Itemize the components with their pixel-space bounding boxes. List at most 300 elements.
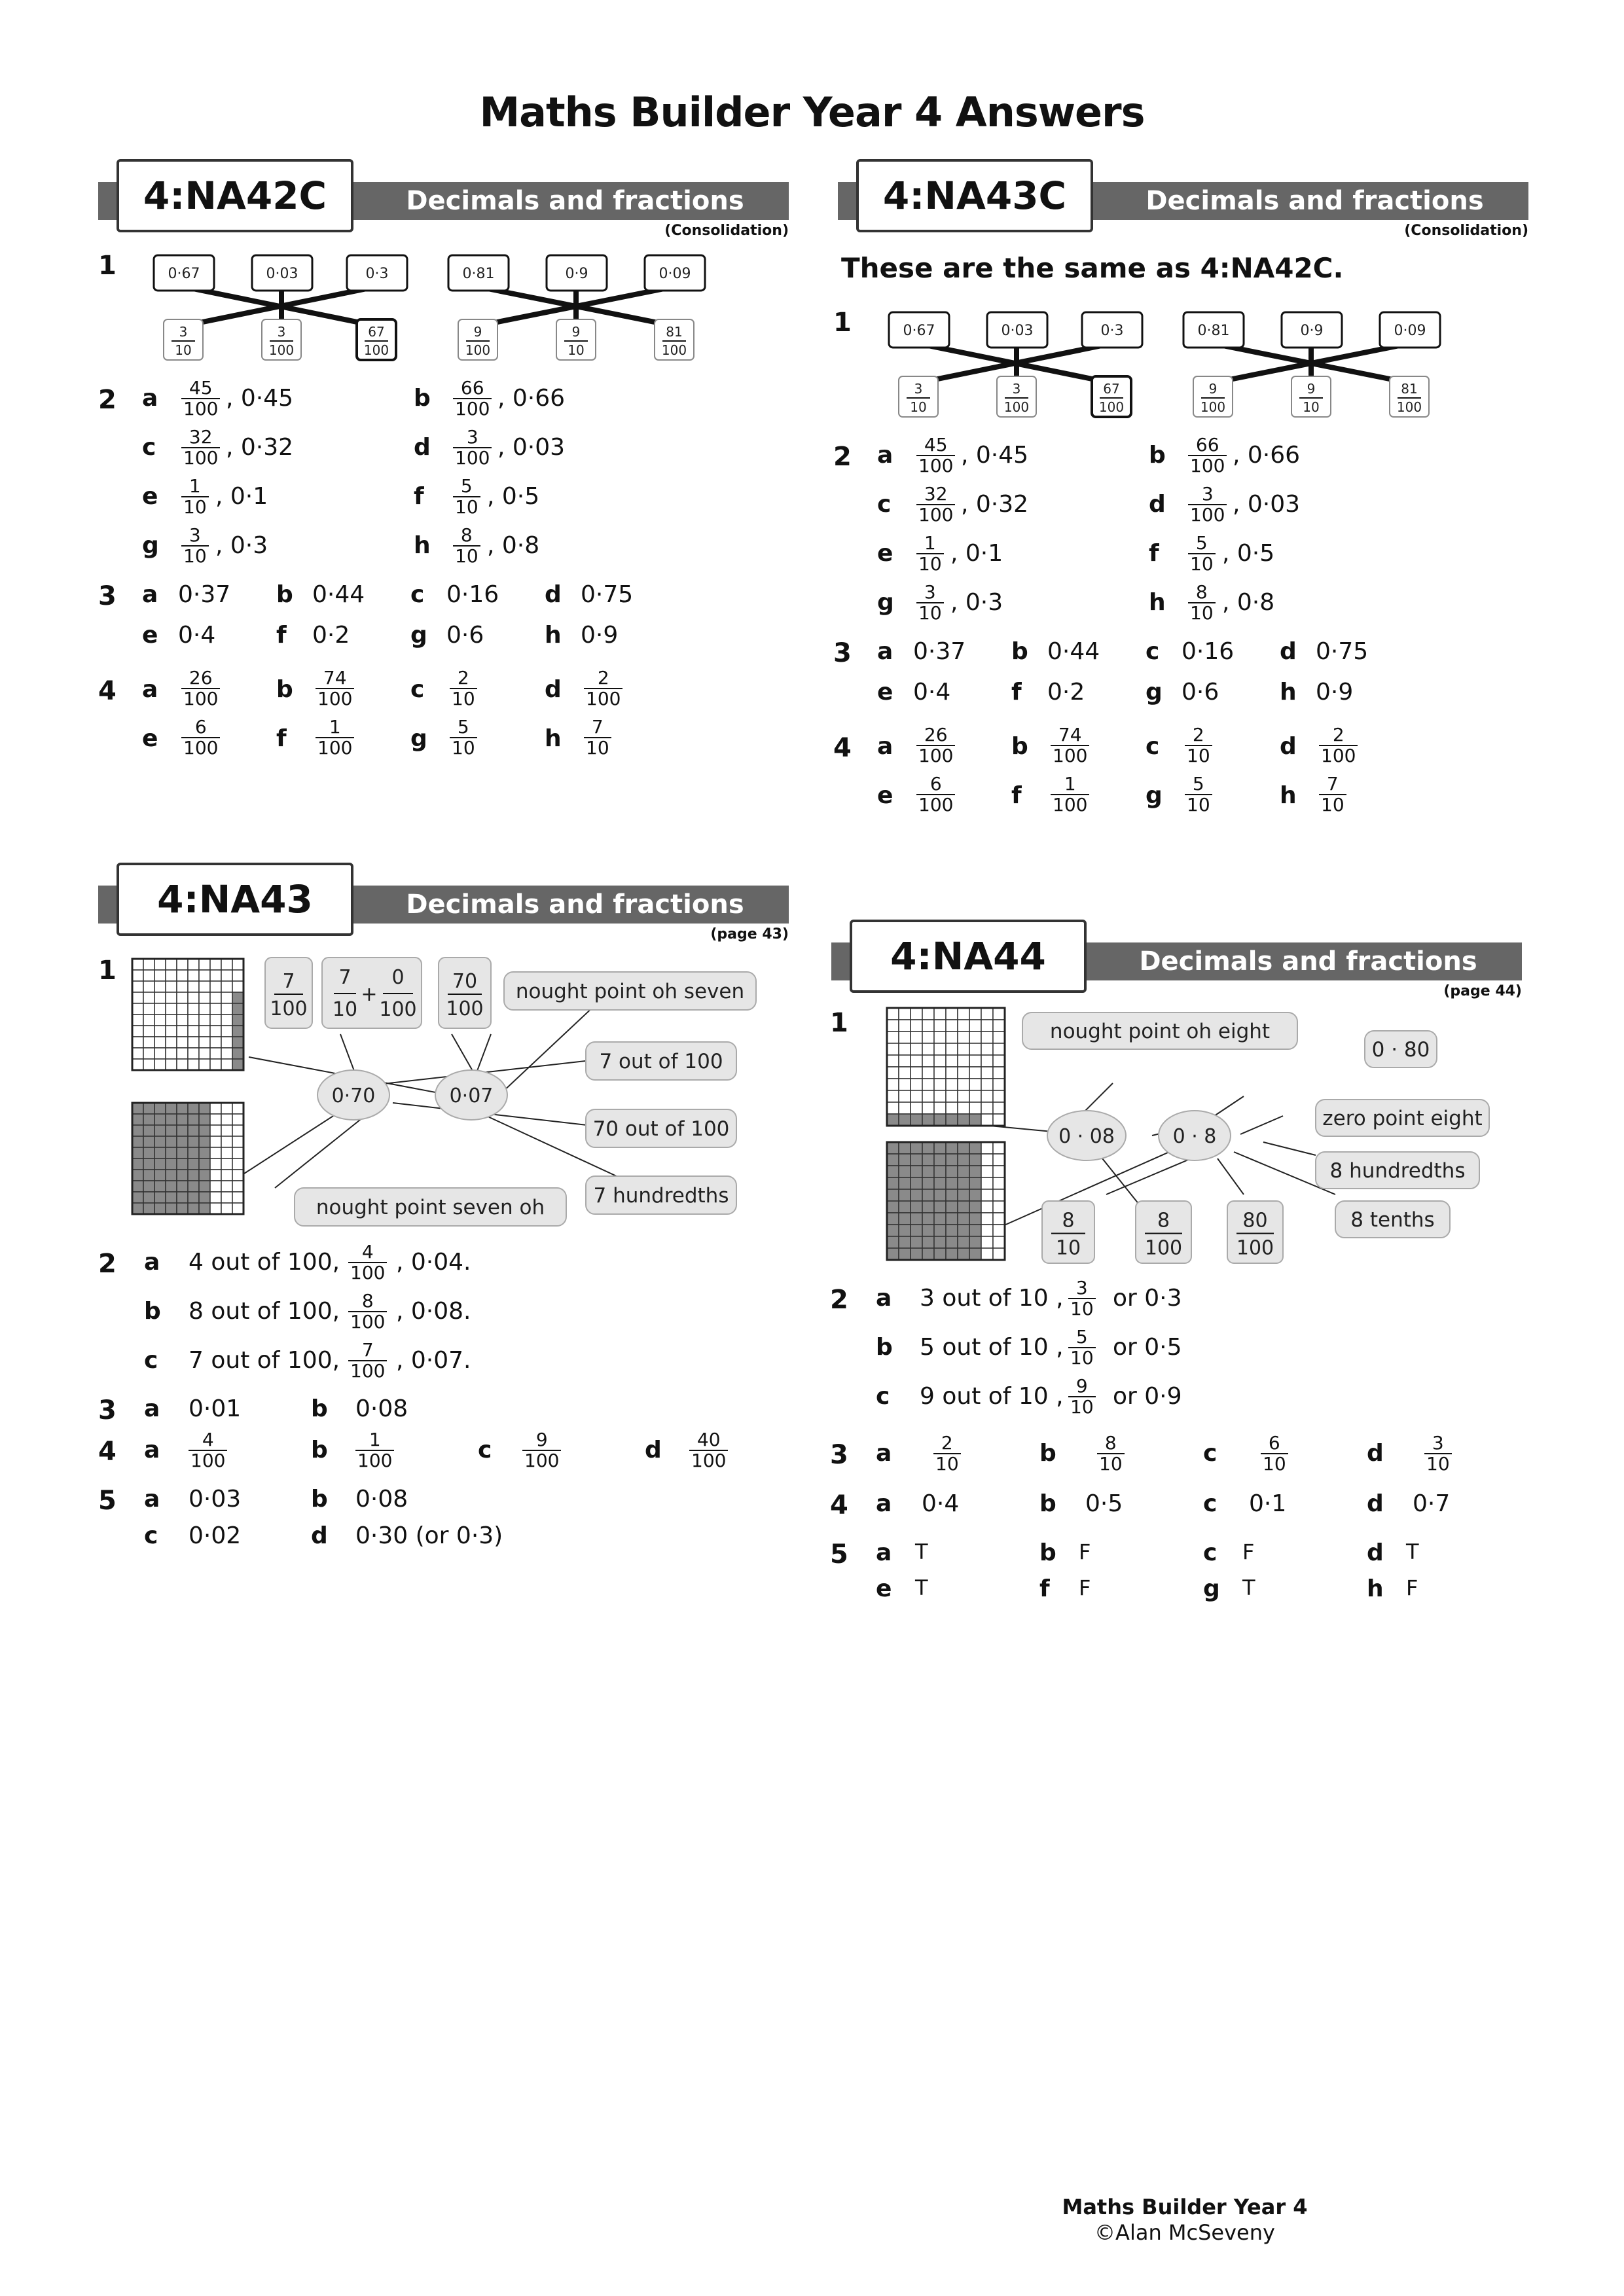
denominator: 100 [916, 455, 955, 476]
page-title: Maths Builder Year 4 Answers [479, 88, 1145, 136]
item-letter: b [1039, 1490, 1056, 1517]
answer-fraction [1068, 1278, 1096, 1319]
decimal-value: 0·3 [1100, 323, 1124, 339]
question-number: 2 [830, 1285, 848, 1315]
item-letter: b [1011, 733, 1028, 760]
item-letter: b [1039, 1440, 1056, 1467]
numerator: 3 [1432, 1432, 1444, 1454]
answer-decimal: , 0·32 [961, 491, 1029, 518]
numerator: 9 [1307, 381, 1316, 397]
connector-line [1263, 1142, 1316, 1155]
section-subtitle: (page 43) [710, 926, 789, 942]
answer-decimal: 0·01 [189, 1395, 242, 1422]
decimal-value: 0·81 [462, 266, 495, 282]
item-letter: e [876, 1575, 892, 1602]
item-letter: c [1146, 733, 1160, 760]
denominator: 10 [1188, 553, 1216, 574]
answer-fraction [916, 484, 955, 525]
answer-decimal: 0·75 [581, 581, 634, 608]
numerator: 7 [361, 1339, 374, 1361]
answer-fraction [1185, 725, 1212, 766]
answer-words: 7 out of 100, [189, 1347, 340, 1374]
item-letter: f [1039, 1575, 1050, 1602]
item-letter: f [276, 725, 287, 752]
numerator: 3 [466, 426, 478, 448]
denominator: 100 [1319, 745, 1358, 766]
answer-decimal: , 0·1 [215, 483, 268, 510]
question-number: 1 [98, 956, 117, 986]
numerator: 2 [1192, 724, 1204, 745]
item-letter: c [1146, 638, 1160, 665]
answer-fraction [584, 717, 611, 758]
item-letter: b [144, 1298, 161, 1325]
denominator: 10 [1068, 1347, 1096, 1368]
numerator: 3 [189, 524, 201, 546]
item-letter: f [1011, 782, 1022, 809]
numerator: 40 [696, 1429, 721, 1450]
denominator: 100 [1051, 745, 1089, 766]
question-number: 1 [98, 251, 117, 281]
word-label-text: 70 out of 100 [592, 1117, 730, 1141]
denominator: 100 [268, 342, 295, 358]
answer-decimal: 0·44 [312, 581, 365, 608]
denominator: 10 [1068, 1298, 1096, 1319]
question-number: 2 [98, 1249, 117, 1279]
numerator: 32 [924, 483, 948, 505]
item-letter: b [414, 385, 431, 412]
item-letter: h [1149, 589, 1166, 616]
answer-decimal: 0·16 [446, 581, 499, 608]
matching-diagram [877, 1005, 1492, 1280]
word-label-text: 7 hundredths [593, 1184, 729, 1208]
answer-decimal: , 0·3 [950, 589, 1003, 616]
item-letter: g [1146, 679, 1163, 706]
answer-decimal: , 0·03 [1233, 491, 1301, 518]
section-subtitle: (Consolidation) [664, 223, 789, 239]
numerator: 7 [338, 966, 352, 989]
answer-fraction [1068, 1376, 1096, 1417]
same-as-note: These are the same as 4:NA42C. [841, 252, 1344, 284]
item-letter: a [142, 581, 158, 608]
item-letter: f [1149, 540, 1159, 567]
denominator: 100 [348, 1262, 387, 1283]
decimal-bubble-text: 0 · 08 [1058, 1125, 1115, 1148]
answer-words: 4 out of 100, [189, 1249, 340, 1276]
denominator: 10 [933, 1453, 961, 1474]
numerator: 32 [189, 426, 213, 448]
answer-fraction [348, 1242, 387, 1283]
answer-fraction [189, 1430, 227, 1471]
item-letter: a [876, 1285, 892, 1312]
question-number: 1 [830, 1008, 848, 1038]
denominator: 100 [522, 1450, 561, 1471]
answer-decimal: 0·08 [355, 1395, 408, 1422]
item-letter: g [410, 725, 427, 752]
numerator: 8 [460, 524, 473, 546]
section-code: 4:NA43C [856, 159, 1093, 232]
numerator: 74 [323, 667, 347, 689]
answer-decimal: , 0·04. [396, 1249, 471, 1276]
numerator: 4 [202, 1429, 214, 1450]
question-number: 5 [830, 1539, 848, 1570]
denominator: 100 [348, 1311, 387, 1332]
item-letter: a [144, 1486, 160, 1513]
item-letter: h [1280, 679, 1297, 706]
numerator: 9 [473, 324, 482, 340]
question-number: 4 [830, 1490, 848, 1520]
answer-decimal: 0·4 [913, 679, 951, 706]
denominator: 10 [1055, 1236, 1081, 1260]
answer-fraction [916, 435, 955, 476]
denominator: 100 [1051, 794, 1089, 815]
answer-fraction [181, 476, 209, 517]
question-number: 3 [833, 638, 852, 668]
answer-fraction [1185, 774, 1212, 815]
item-letter: h [1367, 1575, 1384, 1602]
item-letter: a [877, 442, 893, 469]
answer-decimal: , 0·03 [497, 434, 566, 461]
question-number: 4 [98, 1437, 117, 1467]
denominator: 10 [1097, 1453, 1125, 1474]
item-letter: b [876, 1334, 893, 1361]
answer-fraction [1051, 774, 1089, 815]
answer-fraction [916, 583, 944, 623]
decimal-bubble-text: 0 · 8 [1172, 1125, 1217, 1148]
answer-decimal: , 0·32 [226, 434, 294, 461]
answer-fraction [453, 476, 480, 517]
answer-decimal: , 0·08. [396, 1298, 471, 1325]
answer-fraction [348, 1291, 387, 1332]
answer-decimal: 0·6 [446, 622, 484, 649]
item-letter: f [1011, 679, 1022, 706]
denominator: 100 [316, 737, 354, 758]
word-label-text: nought point seven oh [316, 1196, 545, 1219]
numerator: 5 [460, 475, 473, 497]
panel-na43 [98, 863, 789, 948]
item-letter: g [142, 532, 159, 559]
numerator: 7 [282, 970, 295, 993]
matching-diagram-wrap [882, 311, 1471, 425]
numerator: 1 [369, 1429, 381, 1450]
denominator: 100 [446, 997, 484, 1020]
numerator: 6 [929, 773, 942, 795]
answer-words: 9 out of 10 , [920, 1383, 1064, 1410]
answer-decimal: , 0·8 [487, 532, 540, 559]
denominator: 100 [1236, 1236, 1274, 1260]
decimal-value: 0·9 [1300, 323, 1324, 339]
answer-decimal: , 0·1 [950, 540, 1003, 567]
answer-fraction [1188, 533, 1216, 574]
answer-fraction [348, 1340, 387, 1381]
denominator: 100 [916, 745, 955, 766]
denominator: 10 [1319, 794, 1346, 815]
question-number: 3 [98, 581, 117, 611]
item-letter: c [1203, 1539, 1218, 1566]
answer-fraction [316, 717, 354, 758]
item-letter: d [545, 581, 562, 608]
answer-fraction [316, 668, 354, 709]
numerator: 3 [1201, 483, 1214, 505]
denominator: 100 [189, 1450, 227, 1471]
denominator: 100 [181, 447, 220, 468]
question-number: 4 [833, 733, 852, 763]
denominator: 10 [584, 737, 611, 758]
answer-decimal: 0·37 [178, 581, 231, 608]
numerator: 8 [361, 1290, 374, 1312]
answer-value: T [1242, 1575, 1255, 1600]
hundred-grid-icon [887, 1008, 1005, 1126]
answer-value: T [1406, 1539, 1419, 1564]
denominator: 100 [1396, 399, 1422, 415]
answer-decimal: , 0·3 [215, 532, 268, 559]
numerator: 7 [591, 716, 604, 738]
item-letter: e [142, 483, 158, 510]
answer-decimal: , 0·45 [226, 385, 294, 412]
answer-decimal: , 0·8 [1222, 589, 1275, 616]
answer-decimal: , 0·07. [396, 1347, 471, 1374]
answer-fraction [689, 1430, 728, 1471]
numerator: 4 [361, 1241, 374, 1263]
hundred-grid-icon [887, 1142, 1005, 1260]
numerator: 3 [924, 581, 936, 603]
numerator: 2 [941, 1432, 953, 1454]
answer-fraction [453, 526, 480, 566]
denominator: 10 [568, 342, 585, 358]
answer-decimal: 0·03 [189, 1486, 242, 1513]
denominator: 100 [1200, 399, 1226, 415]
denominator: 10 [181, 496, 209, 517]
numerator: 3 [1075, 1277, 1088, 1299]
answer-decimal: 0·2 [312, 622, 350, 649]
answer-fraction [1188, 583, 1216, 623]
item-letter: b [1039, 1539, 1056, 1566]
matching-diagram [882, 311, 1471, 422]
answer-decimal: , 0·66 [497, 385, 566, 412]
numerator: 1 [1064, 773, 1076, 795]
answer-fraction [933, 1433, 961, 1474]
numerator: 1 [189, 475, 201, 497]
numerator: 67 [368, 324, 385, 340]
answer-decimal: 0·30 (or 0·3) [355, 1522, 503, 1549]
denominator: 10 [181, 545, 209, 566]
decimal-value: 0·67 [903, 323, 935, 339]
word-label-text: nought point oh seven [515, 980, 745, 1003]
denominator: 10 [916, 602, 944, 623]
item-letter: c [1203, 1440, 1218, 1467]
denominator: 10 [1185, 745, 1212, 766]
numerator: 66 [1195, 434, 1219, 456]
item-letter: b [311, 1395, 328, 1422]
denominator: 100 [661, 342, 687, 358]
numerator: 80 [1242, 1209, 1268, 1232]
item-letter: b [276, 676, 293, 703]
word-label-text: 8 tenths [1350, 1208, 1435, 1232]
question-number: 3 [98, 1395, 117, 1426]
matching-diagram [147, 254, 736, 365]
numerator: 2 [1332, 724, 1344, 745]
denominator: 10 [175, 342, 192, 358]
answer-decimal: 0·9 [581, 622, 619, 649]
answer-fraction [450, 668, 477, 709]
numerator: 6 [1268, 1432, 1280, 1454]
connector-line [1106, 1158, 1191, 1194]
word-label-text: 8 hundredths [1329, 1159, 1466, 1183]
numerator: 70 [452, 970, 478, 993]
numerator: 9 [535, 1429, 548, 1450]
section-title: Decimals and fractions [406, 186, 744, 216]
denominator: 100 [355, 1450, 394, 1471]
item-letter: b [311, 1437, 328, 1463]
answer-decimal: or 0·5 [1113, 1334, 1182, 1361]
item-letter: g [1203, 1575, 1220, 1602]
denominator: 10 [916, 553, 944, 574]
hundred-grid-icon [132, 1103, 244, 1214]
answer-fraction [355, 1430, 394, 1471]
denominator: 10 [450, 688, 477, 709]
answer-decimal: or 0·3 [1113, 1285, 1182, 1312]
denominator: 100 [1188, 455, 1227, 476]
answer-fraction [1051, 725, 1089, 766]
decimal-value: 0·67 [168, 266, 200, 282]
item-letter: d [645, 1437, 662, 1463]
decimal-bubble-text: 0·07 [449, 1085, 494, 1107]
answer-decimal: 0·75 [1316, 638, 1369, 665]
numerator: 6 [194, 716, 207, 738]
answer-fraction [453, 378, 492, 419]
numerator: 26 [924, 724, 948, 745]
item-letter: c [144, 1522, 158, 1549]
question-number: 4 [98, 676, 117, 706]
item-letter: a [144, 1249, 160, 1276]
numerator: 2 [597, 667, 609, 689]
numerator: 0 [391, 966, 405, 989]
question-number: 5 [98, 1486, 117, 1516]
denominator: 10 [1068, 1396, 1096, 1417]
decimal-value: 0·09 [659, 266, 691, 282]
numerator: 45 [924, 434, 948, 456]
item-letter: b [311, 1486, 328, 1513]
item-letter: e [142, 622, 158, 649]
denominator: 100 [379, 998, 417, 1021]
decimal-value: 0·03 [1001, 323, 1034, 339]
item-letter: d [1280, 733, 1297, 760]
question-number: 2 [833, 442, 852, 472]
denominator: 100 [1098, 399, 1125, 415]
denominator: 10 [1188, 602, 1216, 623]
numerator: 3 [179, 324, 188, 340]
decimal-value: 0·09 [1394, 323, 1426, 339]
item-letter: d [1149, 491, 1166, 518]
denominator: 100 [584, 688, 623, 709]
decimal-bubble-text: 0·70 [331, 1085, 376, 1107]
numerator: 3 [1012, 381, 1021, 397]
item-letter: d [311, 1522, 328, 1549]
denominator: 10 [453, 545, 480, 566]
answer-decimal: or 0·9 [1113, 1383, 1182, 1410]
answer-value: F [1079, 1539, 1091, 1564]
answer-decimal: , 0·66 [1233, 442, 1301, 469]
answer-fraction [1319, 774, 1346, 815]
answer-decimal: 0·9 [1316, 679, 1354, 706]
answer-decimal: 0·44 [1047, 638, 1100, 665]
section-code: 4:NA43 [117, 863, 353, 936]
answer-fraction [450, 717, 477, 758]
numerator: 45 [189, 377, 213, 399]
denominator: 10 [453, 496, 480, 517]
answer-fraction [181, 668, 220, 709]
denominator: 100 [916, 794, 955, 815]
decimal-value: 0·9 [565, 266, 588, 282]
item-letter: b [276, 581, 293, 608]
answer-decimal: 0·6 [1182, 679, 1219, 706]
item-letter: c [876, 1383, 890, 1410]
answer-decimal: 0·7 [1413, 1490, 1451, 1517]
item-letter: g [877, 589, 894, 616]
item-letter: a [144, 1395, 160, 1422]
answer-fraction [1319, 725, 1358, 766]
item-letter: a [876, 1440, 892, 1467]
item-letter: d [545, 676, 562, 703]
answer-fraction [1068, 1327, 1096, 1368]
denominator: 100 [1003, 399, 1030, 415]
footer-copyright: ©Alan McSeveny [1094, 2220, 1275, 2245]
numerator: 9 [1075, 1375, 1088, 1397]
answer-fraction [916, 533, 944, 574]
item-letter: a [877, 733, 893, 760]
denominator: 10 [332, 998, 358, 1021]
numerator: 81 [666, 324, 683, 340]
denominator: 100 [916, 504, 955, 525]
numerator: 5 [1192, 773, 1204, 795]
numerator: 9 [1208, 381, 1218, 397]
numerator: 67 [1103, 381, 1120, 397]
word-label-text: zero point eight [1322, 1107, 1483, 1130]
item-letter: e [142, 725, 158, 752]
numerator: 26 [189, 667, 213, 689]
denominator: 100 [181, 737, 220, 758]
numerator: 8 [1104, 1432, 1117, 1454]
numerator: 3 [277, 324, 286, 340]
denominator: 100 [270, 997, 308, 1020]
numerator: 66 [460, 377, 484, 399]
connector-line [1240, 1116, 1283, 1134]
item-letter: h [545, 622, 562, 649]
item-letter: f [414, 483, 424, 510]
answer-fraction [181, 378, 220, 419]
denominator: 100 [181, 688, 220, 709]
decimal-value: 0·03 [266, 266, 298, 282]
answer-decimal: 0·02 [189, 1522, 242, 1549]
section-title: Decimals and fractions [1139, 946, 1477, 977]
answer-value: F [1406, 1575, 1418, 1600]
numerator: 5 [1075, 1326, 1088, 1348]
numerator: 1 [329, 716, 341, 738]
na44-matching-diagram [877, 1005, 1492, 1282]
numerator: 5 [1195, 532, 1208, 554]
footer-title: Maths Builder Year 4 [1062, 2195, 1308, 2219]
numerator: 2 [457, 667, 469, 689]
denominator: 100 [363, 342, 389, 358]
word-label-text: nought point oh eight [1049, 1020, 1271, 1043]
answer-fraction [1097, 1433, 1125, 1474]
matching-diagram [124, 952, 772, 1227]
numerator: 74 [1058, 724, 1082, 745]
answer-decimal: 0·16 [1182, 638, 1235, 665]
answer-decimal: 0·5 [1085, 1490, 1123, 1517]
answer-words: 3 out of 10 , [920, 1285, 1064, 1312]
answer-fraction [916, 725, 955, 766]
item-letter: e [877, 540, 893, 567]
